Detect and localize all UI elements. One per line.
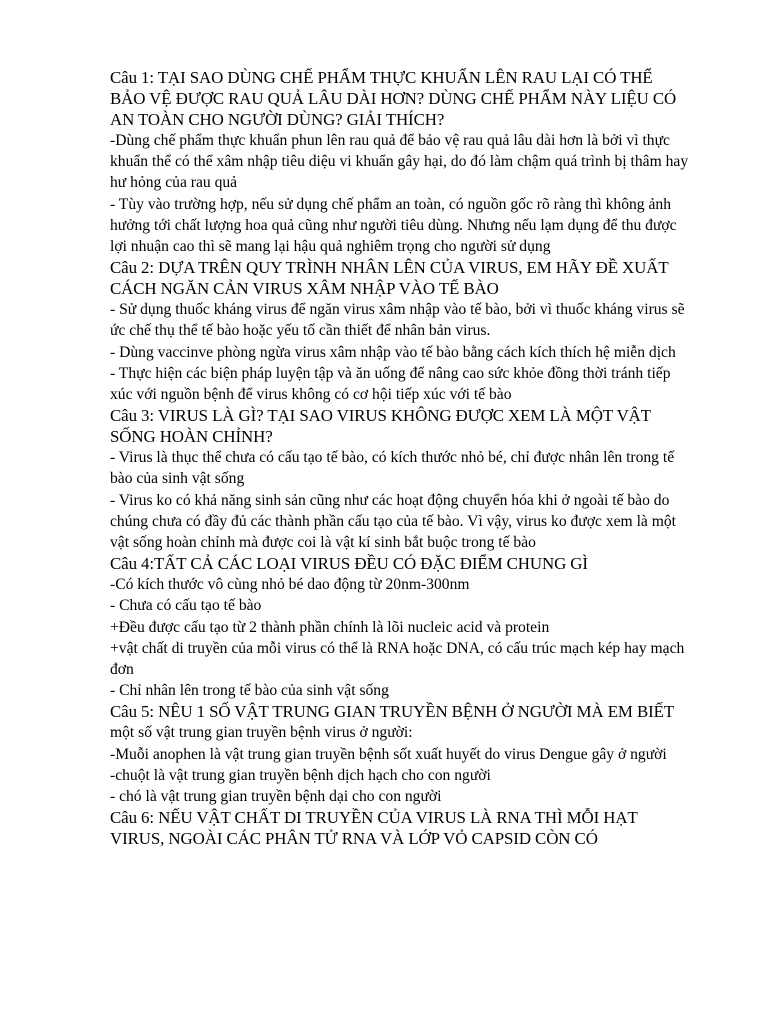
answer-5-4: - chó là vật trung gian truyền bệnh dại cho con người: [110, 788, 442, 806]
question-5: Câu 5: NÊU 1 SỐ VẬT TRUNG GIAN TRUYỀN BỆNH Ở NGƯỜI MÀ EM BIẾT: [110, 702, 675, 722]
section-5: [110, 701, 690, 807]
answer-5-1: một số vật trung gian truyền bệnh virus ở người:: [110, 724, 413, 742]
answer-1-1: -Dùng chế phẩm thực khuẩn phun lên rau quả để bảo vệ rau quả lâu dài hơn là bởi vì thực khuẩn thể có thể xâm nhập tiêu diệu vi khuẩn gây hại, do đó làm chậm quá trình bị thâm hay hư hỏng của rau quả: [110, 132, 689, 192]
document-page: [110, 67, 690, 849]
question-3: Câu 3: VIRUS LÀ GÌ? TẠI SAO VIRUS KHÔNG ĐƯỢC XEM LÀ MỘT VẬT SỐNG HOÀN CHỈNH?: [110, 406, 651, 447]
section-4: [110, 553, 690, 701]
answer-1-2: - Tùy vào trường hợp, nếu sử dụng chế phẩm an toàn, có nguồn gốc rõ ràng thì không ảnh hưởng tới chất lượng hoa quả cũng như người tiêu dùng. Nhưng nếu lạm dụng để thu được lợi nhuận cao thì sẽ mang lại hậu quả nghiêm trọng cho người sử dụng: [110, 195, 677, 256]
answer-2-2: - Dùng vaccinve phòng ngừa virus xâm nhập vào tế bào bằng cách kích thích hệ miễn dịch: [110, 343, 676, 361]
answer-5-3: -chuột là vật trung gian truyền bệnh dịch hạch cho con người: [110, 766, 491, 784]
answer-4-2: - Chưa có cấu tạo tế bào: [110, 597, 262, 615]
question-6: Câu 6: NẾU VẬT CHẤT DI TRUYỀN CỦA VIRUS LÀ RNA THÌ MỖI HẠT VIRUS, NGOÀI CÁC PHÂN TỬ RNA VÀ LỚP VỎ CAPSID CÒN CÓ: [110, 808, 638, 849]
answer-4-3: +Đều được cấu tạo từ 2 thành phần chính là lõi nucleic acid và protein: [110, 618, 550, 636]
section-1: [110, 67, 690, 257]
answer-4-4: +vật chất di truyền của mỗi virus có thể là RNA hoặc DNA, có cấu trúc mạch kép hay mạch đơn: [110, 639, 685, 679]
section-6: [110, 807, 690, 849]
answer-3-1: - Virus là thục thể chưa có cấu tạo tế bào, có kích thước nhỏ bé, chỉ được nhân lên trong tế bào của sinh vật sống: [110, 449, 675, 488]
question-2: Câu 2: DỰA TRÊN QUY TRÌNH NHÂN LÊN CỦA VIRUS, EM HÃY ĐỀ XUẤT CÁCH NGĂN CẢN VIRUS XÂM NHẬP VÀO TẾ BÀO: [110, 258, 669, 299]
section-3: [110, 405, 690, 553]
answer-5-2: -Muỗi anophen là vật trung gian truyền bệnh sốt xuất huyết do virus Dengue gây ở người: [110, 745, 667, 763]
answer-2-3: - Thực hiện các biện pháp luyện tập và ăn uống để nâng cao sức khỏe đồng thời tránh tiếp xúc với nguồn bệnh để virus không có cơ hội tiếp xúc với tế bào: [110, 364, 671, 404]
answer-4-5: - Chỉ nhân lên trong tế bào của sinh vật sống: [110, 682, 389, 700]
answer-3-2: - Virus ko có khả năng sinh sản cũng như các hoạt động chuyển hóa khi ở ngoài tế bào do chúng chưa có đầy đủ các thành phần cấu tạo của tế bào. Vì vậy, virus ko được xem là một vật sống hoàn chỉnh mà được coi là vật kí sinh bắt buộc trong tế bào: [110, 491, 676, 552]
answer-2-1: - Sử dụng thuốc kháng virus để ngăn virus xâm nhập vào tế bào, bởi vì thuốc kháng virus sẽ ức chế thụ thể tế bào hoặc yếu tố cần thiết để nhân bản virus.: [110, 301, 685, 340]
section-2: [110, 257, 690, 405]
question-4: Câu 4:TẤT CẢ CÁC LOẠI VIRUS ĐỀU CÓ ĐẶC ĐIỂM CHUNG GÌ: [110, 554, 588, 574]
question-1: Câu 1: TẠI SAO DÙNG CHẾ PHẨM THỰC KHUẨN LÊN RAU LẠI CÓ THỂ BẢO VỆ ĐƯỢC RAU QUẢ LÂU DÀI HƠN? DÙNG CHẾ PHẨM NÀY LIỆU CÓ AN TOÀN CHO NGƯỜI DÙNG? GIẢI THÍCH?: [110, 68, 677, 129]
answer-4-1: -Có kích thước vô cùng nhỏ bé dao động từ 20nm-300nm: [110, 576, 470, 594]
